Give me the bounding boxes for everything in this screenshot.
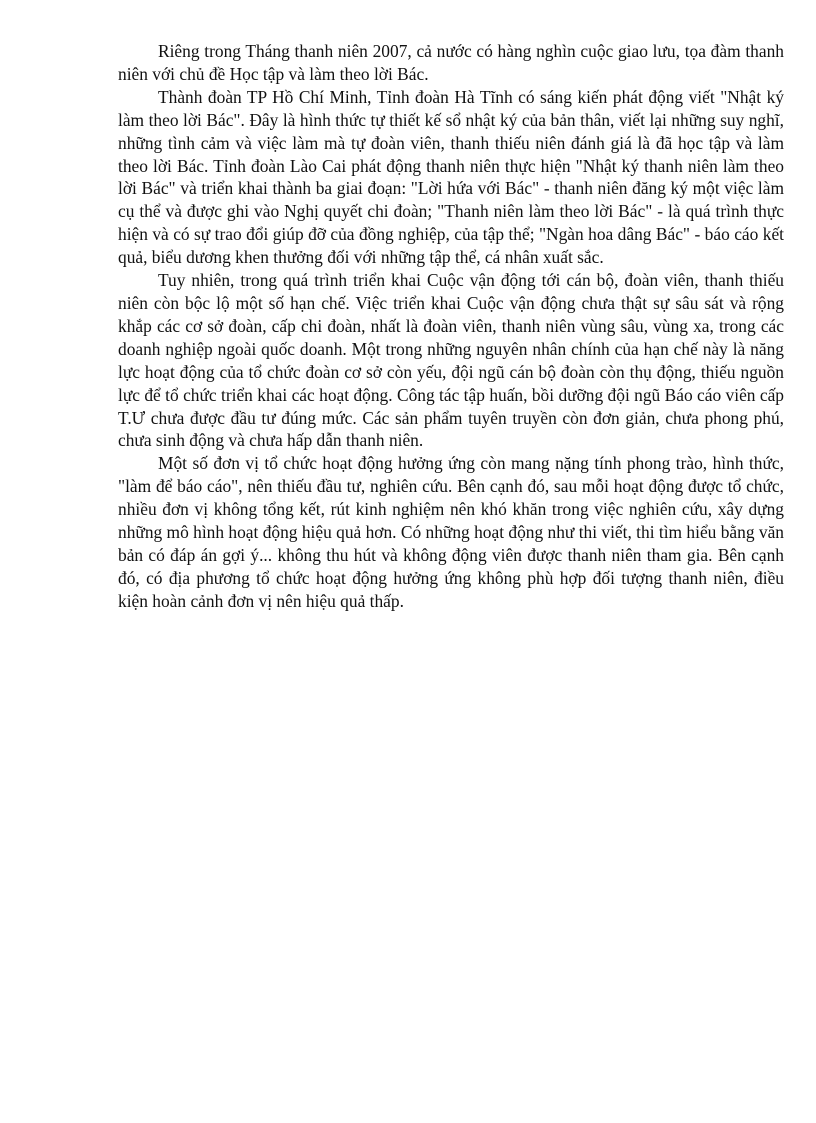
paragraph-2: Thành đoàn TP Hồ Chí Minh, Tỉnh đoàn Hà Tĩnh có sáng kiến phát động viết "Nhật ký làm theo lời Bác". Đây là hình thức tự thiết kế sổ nhật ký của bản thân, viết lại những suy nghĩ, những tình cảm và việc làm mà tự đoàn viên, thanh thiếu niên đánh giá là đã học tập và làm theo lời Bác. Tỉnh đoàn Lào Cai phát động thanh niên thực hiện "Nhật ký thanh niên làm theo lời Bác" và triển khai thành ba giai đoạn: "Lời hứa với Bác" - thanh niên đăng ký một việc làm cụ thể và được ghi vào Nghị quyết chi đoàn; "Thanh niên làm theo lời Bác" - là quá trình thực hiện và có sự trao đổi giúp đỡ của đồng nghiệp, của tập thể; "Ngàn hoa dâng Bác" - báo cáo kết quả, biểu dương khen thưởng đối với những tập thể, cá nhân xuất sắc. bbox=[118, 86, 784, 268]
document-page bbox=[118, 40, 784, 613]
paragraph-3: Tuy nhiên, trong quá trình triển khai Cuộc vận động tới cán bộ, đoàn viên, thanh thiếu niên còn bộc lộ một số hạn chế. Việc triển khai Cuộc vận động chưa thật sự sâu sát và rộng khắp các cơ sở đoàn, cấp chi đoàn, nhất là đoàn viên, thanh niên vùng sâu, vùng xa, trong các doanh nghiệp ngoài quốc doanh. Một trong những nguyên nhân chính của hạn chế này là năng lực hoạt động của tổ chức đoàn cơ sở còn yếu, đội ngũ cán bộ đoàn còn thụ động, thiếu nguồn lực để tổ chức triển khai các hoạt động. Công tác tập huấn, bồi dưỡng đội ngũ Báo cáo viên cấp T.Ư chưa được đầu tư đúng mức. Các sản phẩm tuyên truyền còn đơn giản, chưa phong phú, chưa sinh động và chưa hấp dẫn thanh niên. bbox=[118, 270, 784, 451]
paragraph-4: Một số đơn vị tổ chức hoạt động hưởng ứng còn mang nặng tính phong trào, hình thức, "làm để báo cáo", nên thiếu đầu tư, nghiên cứu. Bên cạnh đó, sau mỗi hoạt động được tổ chức, nhiều đơn vị không tổng kết, rút kinh nghiệm nên khó khăn trong việc nghiên cứu, xây dựng những mô hình hoạt động hiệu quả hơn. Có những hoạt động như thi viết, thi tìm hiểu bằng văn bản có đáp án gợi ý... không thu hút và không động viên được thanh niên tham gia. Bên cạnh đó, có địa phương tổ chức hoạt động hưởng ứng không phù hợp đối tượng thanh niên, điều kiện hoàn cảnh đơn vị nên hiệu quả thấp. bbox=[118, 453, 784, 611]
paragraph-1: Riêng trong Tháng thanh niên 2007, cả nước có hàng nghìn cuộc giao lưu, tọa đàm thanh niên với chủ đề Học tập và làm theo lời Bác. bbox=[118, 41, 784, 84]
